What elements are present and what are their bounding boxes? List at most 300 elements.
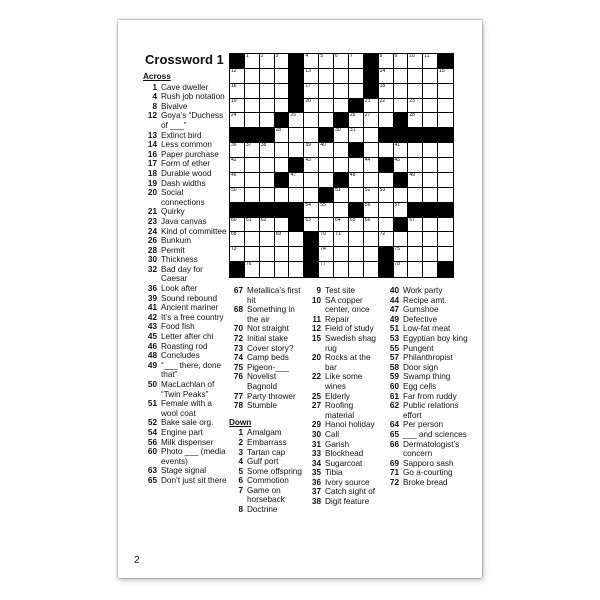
grid-cell[interactable]: [334, 232, 349, 247]
clue-text: Milk dispenser: [161, 437, 214, 447]
grid-cell[interactable]: [364, 203, 379, 218]
clue-number: 36: [147, 284, 157, 294]
grid-cell[interactable]: [423, 84, 438, 99]
cell-number: 5: [320, 53, 323, 59]
clue-number: 23: [147, 216, 157, 226]
grid-cell[interactable]: [245, 247, 260, 262]
grid-cell[interactable]: [260, 247, 275, 262]
grid-cell[interactable]: [379, 54, 394, 69]
grid-cell[interactable]: [230, 99, 245, 114]
clue-item: [385, 430, 471, 440]
clue-number: 52: [147, 418, 157, 428]
cell-number: 47: [290, 171, 297, 178]
grid-cell[interactable]: [334, 247, 349, 262]
grid-block: [379, 262, 394, 277]
grid-cell[interactable]: [275, 143, 290, 158]
grid-cell[interactable]: [394, 143, 409, 158]
grid-cell[interactable]: [289, 262, 304, 277]
grid-cell[interactable]: [304, 54, 319, 69]
clue-text: It’s a free country: [161, 312, 224, 322]
grid-cell[interactable]: [230, 84, 245, 99]
clue-text: Concludes: [161, 351, 200, 361]
grid-cell[interactable]: [230, 158, 245, 173]
grid-cell[interactable]: [275, 128, 290, 143]
clue-number: 39: [147, 293, 157, 303]
grid-cell[interactable]: [349, 128, 364, 143]
clue-number: 67: [233, 286, 243, 295]
grid-cell[interactable]: [319, 247, 334, 262]
clue-item: [229, 428, 307, 438]
grid-block: [319, 188, 334, 203]
clue-text: SA copper center, once: [325, 295, 370, 315]
grid-cell[interactable]: [364, 128, 379, 143]
grid-cell[interactable]: [394, 247, 409, 262]
grid-cell[interactable]: [379, 173, 394, 188]
grid-block: [275, 113, 290, 128]
grid-cell[interactable]: [423, 232, 438, 247]
grid-cell[interactable]: [245, 232, 260, 247]
grid-cell[interactable]: [394, 158, 409, 173]
grid-cell[interactable]: [423, 69, 438, 84]
grid-cell[interactable]: [319, 203, 334, 218]
grid-cell[interactable]: [423, 262, 438, 277]
clue-number: 64: [389, 420, 399, 430]
grid-cell[interactable]: [349, 158, 364, 173]
grid-cell[interactable]: [230, 113, 245, 128]
grid-cell[interactable]: [245, 158, 260, 173]
grid-cell[interactable]: [349, 113, 364, 128]
grid-cell[interactable]: [245, 188, 260, 203]
grid-cell[interactable]: [245, 69, 260, 84]
grid-cell[interactable]: [423, 218, 438, 233]
grid-cell[interactable]: [304, 128, 319, 143]
clue-item: [385, 468, 471, 478]
grid-cell[interactable]: [438, 69, 453, 84]
grid-cell[interactable]: [319, 158, 334, 173]
clue-item: [385, 286, 471, 296]
grid-cell[interactable]: [423, 247, 438, 262]
grid-cell[interactable]: [245, 173, 260, 188]
clue-item: [307, 478, 384, 488]
grid-cell[interactable]: [245, 262, 260, 277]
grid-cell[interactable]: [230, 143, 245, 158]
grid-cell[interactable]: [275, 158, 290, 173]
grid-cell[interactable]: [408, 54, 423, 69]
grid-cell[interactable]: [364, 173, 379, 188]
grid-cell[interactable]: [334, 143, 349, 158]
clue-number: 60: [147, 447, 157, 457]
grid-cell[interactable]: [260, 54, 275, 69]
grid-cell[interactable]: [275, 188, 290, 203]
clue-text: Bivalve: [161, 101, 188, 111]
grid-block: [334, 113, 349, 128]
grid-cell[interactable]: [289, 173, 304, 188]
grid-cell[interactable]: [304, 218, 319, 233]
clue-number: 24: [147, 226, 157, 236]
grid-cell[interactable]: [408, 143, 423, 158]
clue-number: 43: [147, 322, 157, 332]
clue-number: 59: [389, 372, 399, 382]
grid-cell[interactable]: [260, 188, 275, 203]
clue-item: [229, 457, 307, 467]
clue-number: 58: [389, 362, 399, 372]
grid-cell[interactable]: [289, 113, 304, 128]
grid-cell[interactable]: [334, 203, 349, 218]
clue-number: 17: [147, 159, 157, 169]
grid-cell[interactable]: [334, 99, 349, 114]
grid-cell[interactable]: [379, 69, 394, 84]
clue-text: Game on horseback: [247, 485, 285, 505]
grid-cell[interactable]: [319, 69, 334, 84]
clue-text: Roasting rod: [161, 341, 208, 351]
grid-cell[interactable]: [319, 218, 334, 233]
clue-number: 20: [311, 353, 321, 363]
grid-block: [260, 203, 275, 218]
grid-cell[interactable]: [379, 113, 394, 128]
grid-cell[interactable]: [245, 99, 260, 114]
cell-number: 30: [335, 127, 341, 134]
cell-number: 67: [409, 216, 415, 223]
grid-cell[interactable]: [334, 262, 349, 277]
grid-cell[interactable]: [289, 128, 304, 143]
grid-cell[interactable]: [319, 54, 334, 69]
grid-cell[interactable]: [408, 99, 423, 114]
grid-cell[interactable]: [438, 247, 453, 262]
grid-cell[interactable]: [364, 99, 379, 114]
grid-cell[interactable]: [245, 143, 260, 158]
grid-cell[interactable]: [304, 84, 319, 99]
grid-cell[interactable]: [230, 232, 245, 247]
cell-number: 68: [231, 231, 237, 238]
grid-cell[interactable]: [438, 84, 453, 99]
grid-cell[interactable]: [245, 218, 260, 233]
clue-text: Bad day for Caesar: [161, 264, 203, 284]
grid-cell[interactable]: [304, 188, 319, 203]
cell-number: 50: [231, 186, 237, 193]
grid-cell[interactable]: [423, 143, 438, 158]
clue-item: [143, 236, 229, 246]
cell-number: 42: [231, 157, 237, 164]
grid-cell[interactable]: [438, 143, 453, 158]
grid-cell[interactable]: [364, 262, 379, 277]
clue-number: 3: [238, 447, 243, 457]
clue-number: 73: [233, 343, 243, 353]
grid-cell[interactable]: [364, 247, 379, 262]
grid-cell[interactable]: [349, 69, 364, 84]
clue-number: 12: [147, 111, 157, 121]
grid-cell[interactable]: [260, 143, 275, 158]
clue-number: 22: [311, 372, 321, 382]
clue-number: 8: [238, 505, 243, 515]
grid-cell[interactable]: [408, 188, 423, 203]
clue-item: [229, 448, 307, 458]
grid-cell[interactable]: [260, 173, 275, 188]
grid-block: [438, 54, 453, 69]
cell-number: 77: [320, 261, 326, 268]
grid-cell[interactable]: [245, 113, 260, 128]
grid-cell[interactable]: [304, 69, 319, 84]
grid-cell[interactable]: [438, 173, 453, 188]
grid-cell[interactable]: [438, 158, 453, 173]
grid-cell[interactable]: [260, 218, 275, 233]
clue-item: [385, 353, 471, 363]
grid-cell[interactable]: [423, 158, 438, 173]
grid-cell[interactable]: [349, 173, 364, 188]
grid-cell[interactable]: [230, 247, 245, 262]
clue-number: 40: [389, 286, 399, 295]
grid-cell[interactable]: [304, 143, 319, 158]
clue-item: [229, 324, 307, 334]
grid-cell[interactable]: [260, 84, 275, 99]
grid-cell[interactable]: [260, 99, 275, 114]
grid-cell[interactable]: [260, 113, 275, 128]
clue-text: Roofing material: [325, 401, 355, 420]
cell-number: 57: [394, 201, 401, 208]
clue-number: 61: [389, 391, 399, 401]
grid-cell[interactable]: [438, 113, 453, 128]
clue-text: Broke bread: [403, 477, 448, 487]
clue-text: Door sign: [403, 362, 439, 372]
grid-cell[interactable]: [319, 143, 334, 158]
grid-cell[interactable]: [319, 173, 334, 188]
clue-item: [229, 401, 307, 411]
cell-number: 3: [275, 53, 279, 59]
cell-number: 52: [364, 186, 371, 193]
clue-text: Garish: [325, 439, 350, 449]
grid-cell[interactable]: [379, 203, 394, 218]
grid-cell[interactable]: [408, 69, 423, 84]
across-clue-list-continued: [229, 286, 307, 411]
grid-cell[interactable]: [438, 218, 453, 233]
grid-cell[interactable]: [275, 99, 290, 114]
grid-cell[interactable]: [349, 188, 364, 203]
clue-item: [143, 207, 229, 217]
grid-cell[interactable]: [364, 113, 379, 128]
grid-cell[interactable]: [349, 54, 364, 69]
clue-item: [143, 159, 229, 169]
grid-cell[interactable]: [245, 54, 260, 69]
grid-cell[interactable]: [394, 84, 409, 99]
grid-cell[interactable]: [408, 158, 423, 173]
grid-cell[interactable]: [275, 54, 290, 69]
grid-cell[interactable]: [394, 69, 409, 84]
grid-cell[interactable]: [349, 262, 364, 277]
grid-cell[interactable]: [379, 84, 394, 99]
grid-cell[interactable]: [334, 128, 349, 143]
grid-cell[interactable]: [304, 113, 319, 128]
cell-number: 63: [305, 216, 311, 223]
grid-cell[interactable]: [364, 143, 379, 158]
cell-number: 74: [320, 246, 326, 253]
grid-cell[interactable]: [230, 173, 245, 188]
grid-cell[interactable]: [438, 188, 453, 203]
grid-cell[interactable]: [275, 218, 290, 233]
clue-item: [307, 324, 384, 334]
cell-number: 36: [231, 142, 237, 149]
grid-block: [334, 173, 349, 188]
grid-cell[interactable]: [289, 188, 304, 203]
grid-cell[interactable]: [423, 54, 438, 69]
clue-number: 34: [311, 458, 321, 468]
across-clue-list: [143, 83, 229, 486]
grid-cell[interactable]: [319, 262, 334, 277]
grid-cell[interactable]: [379, 232, 394, 247]
grid-cell[interactable]: [423, 113, 438, 128]
grid-cell[interactable]: [289, 247, 304, 262]
grid-cell[interactable]: [319, 99, 334, 114]
grid-cell[interactable]: [394, 54, 409, 69]
grid-cell[interactable]: [349, 247, 364, 262]
grid-cell[interactable]: [275, 69, 290, 84]
grid-cell[interactable]: [334, 218, 349, 233]
grid-cell[interactable]: [260, 262, 275, 277]
grid-cell[interactable]: [334, 54, 349, 69]
clue-item: [307, 392, 384, 402]
grid-cell[interactable]: [364, 158, 379, 173]
clue-text: Something in the air: [247, 305, 295, 324]
clue-text: Sound rebound: [161, 293, 217, 303]
clue-item: [229, 286, 307, 305]
clue-number: 46: [147, 341, 157, 351]
cell-number: 1: [245, 53, 249, 59]
grid-cell[interactable]: [289, 232, 304, 247]
clue-item: [143, 380, 229, 399]
grid-cell[interactable]: [408, 84, 423, 99]
clue-text: Sapporo sash: [403, 458, 454, 468]
grid-block: [275, 203, 290, 218]
grid-cell[interactable]: [379, 218, 394, 233]
grid-cell[interactable]: [245, 84, 260, 99]
grid-cell[interactable]: [364, 232, 379, 247]
grid-cell[interactable]: [364, 218, 379, 233]
grid-cell[interactable]: [334, 69, 349, 84]
grid-cell[interactable]: [289, 143, 304, 158]
grid-block: [230, 262, 245, 277]
cell-number: 56: [364, 201, 371, 208]
grid-cell[interactable]: [349, 218, 364, 233]
grid-cell[interactable]: [304, 173, 319, 188]
grid-cell[interactable]: [438, 232, 453, 247]
grid-cell[interactable]: [334, 188, 349, 203]
grid-cell[interactable]: [275, 232, 290, 247]
cell-number: 40: [320, 142, 326, 149]
grid-cell[interactable]: [379, 99, 394, 114]
clue-number: 56: [147, 437, 157, 447]
grid-cell[interactable]: [394, 99, 409, 114]
grid-cell[interactable]: [260, 69, 275, 84]
clue-number: 65: [147, 475, 157, 485]
grid-cell[interactable]: [349, 84, 364, 99]
clue-number: 16: [147, 149, 157, 159]
grid-cell[interactable]: [334, 158, 349, 173]
grid-cell[interactable]: [230, 188, 245, 203]
cell-number: 55: [320, 201, 326, 208]
clue-number: 66: [389, 439, 399, 449]
cell-number: 19: [231, 97, 237, 104]
clue-text: MacLachlan of “Twin Peaks”: [161, 380, 215, 399]
clue-item: [229, 392, 307, 402]
grid-cell[interactable]: [260, 158, 275, 173]
grid-cell[interactable]: [230, 218, 245, 233]
clue-item: [385, 382, 471, 392]
clue-text: Bunkum: [161, 236, 192, 246]
grid-cell[interactable]: [230, 69, 245, 84]
grid-cell[interactable]: [260, 232, 275, 247]
clue-item: [143, 102, 229, 112]
grid-cell[interactable]: [304, 99, 319, 114]
clue-number: 41: [147, 303, 157, 313]
grid-cell[interactable]: [408, 218, 423, 233]
clue-number: 4: [238, 457, 243, 467]
grid-cell[interactable]: [438, 99, 453, 114]
clue-text: Form of ether: [161, 159, 211, 169]
clue-text: Initial stake: [247, 333, 288, 343]
grid-block: [260, 128, 275, 143]
clues-column-2: [229, 286, 307, 515]
grid-cell[interactable]: [394, 188, 409, 203]
grid-cell[interactable]: [408, 247, 423, 262]
clue-item: [143, 255, 229, 265]
grid-cell[interactable]: [304, 158, 319, 173]
grid-cell[interactable]: [408, 113, 423, 128]
grid-cell[interactable]: [408, 232, 423, 247]
grid-cell[interactable]: [275, 84, 290, 99]
clue-item: [229, 353, 307, 363]
clue-number: 21: [147, 207, 157, 217]
cell-number: 38: [260, 142, 267, 149]
grid-cell[interactable]: [319, 113, 334, 128]
clue-text: Thickness: [161, 255, 198, 265]
clue-text: Work party: [403, 286, 443, 295]
grid-cell[interactable]: [423, 173, 438, 188]
grid-cell[interactable]: [394, 262, 409, 277]
grid-cell[interactable]: [304, 203, 319, 218]
grid-cell[interactable]: [423, 99, 438, 114]
grid-cell[interactable]: [394, 203, 409, 218]
clue-text: Amalgam: [247, 428, 282, 438]
clue-item: [143, 418, 229, 428]
grid-cell[interactable]: [408, 262, 423, 277]
clue-text: Cover story?: [247, 343, 294, 353]
grid-cell[interactable]: [379, 188, 394, 203]
grid-cell[interactable]: [379, 143, 394, 158]
grid-block: [364, 69, 379, 84]
clue-item: [143, 92, 229, 102]
grid-cell[interactable]: [334, 84, 349, 99]
grid-cell[interactable]: [394, 232, 409, 247]
clue-text: Stage signal: [161, 466, 207, 476]
down-clue-list-continued: [307, 286, 384, 507]
clue-number: 5: [238, 466, 243, 476]
grid-cell[interactable]: [364, 188, 379, 203]
clue-number: 53: [389, 333, 399, 343]
clue-number: 36: [311, 477, 321, 487]
grid-cell[interactable]: [275, 262, 290, 277]
grid-cell[interactable]: [319, 232, 334, 247]
grid-cell[interactable]: [423, 188, 438, 203]
grid-cell[interactable]: [349, 232, 364, 247]
clue-number: 15: [311, 333, 321, 343]
clue-item: [143, 294, 229, 304]
clue-item: [385, 315, 471, 325]
grid-cell[interactable]: [275, 247, 290, 262]
cell-number: 23: [409, 97, 415, 104]
grid-block: [394, 113, 409, 128]
grid-cell[interactable]: [408, 173, 423, 188]
grid-cell[interactable]: [319, 84, 334, 99]
clue-text: Metallica’s first hit: [247, 286, 301, 305]
cell-number: 27: [364, 112, 371, 119]
